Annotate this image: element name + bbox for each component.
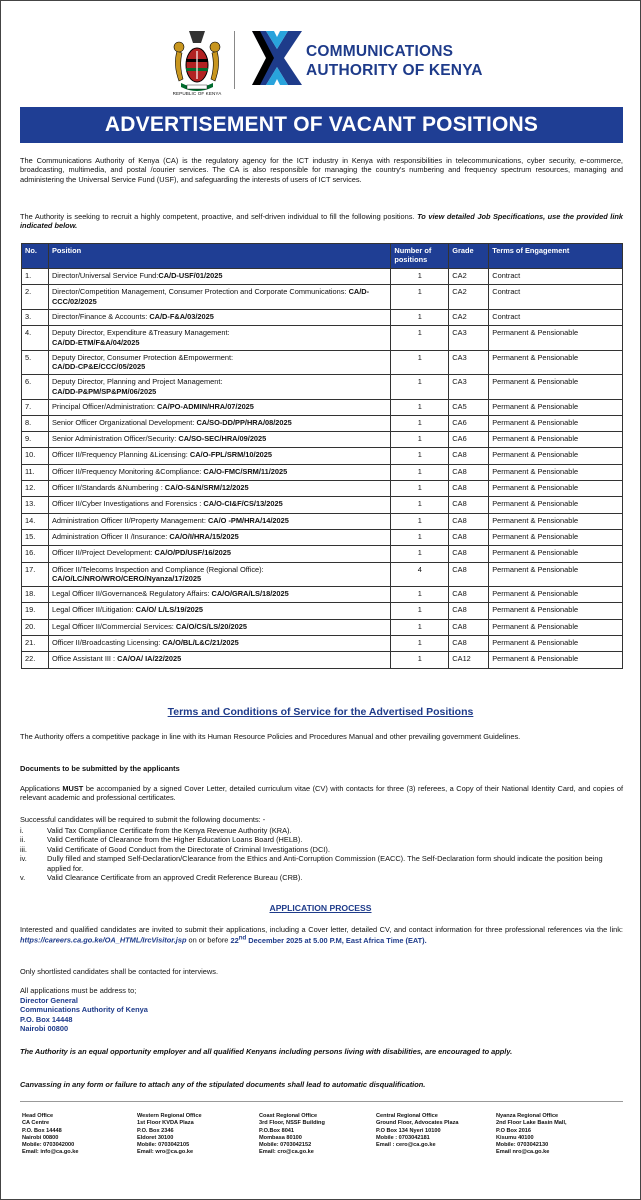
cell-count: 1 xyxy=(391,399,449,415)
office-block xyxy=(376,1113,458,1149)
cell-position xyxy=(48,432,390,448)
header-terms: Terms of Engagement xyxy=(489,244,623,269)
office-block xyxy=(22,1113,78,1157)
position-title: Senior Officer Organizational Development: xyxy=(51,417,197,427)
position-title: Deputy Director, Expenditure &Treasury Management: xyxy=(51,328,230,338)
cell-position xyxy=(48,603,390,619)
cell-no: 2. xyxy=(22,285,49,310)
list-item-number: i. xyxy=(20,826,24,835)
cell-terms: Permanent & Pensionable xyxy=(489,587,623,603)
list-item-number: v. xyxy=(20,873,26,883)
table-row xyxy=(22,603,623,619)
terms-title: Terms and Conditions of Service for the Advertised Positions xyxy=(167,706,474,718)
cell-terms: Permanent & Pensionable xyxy=(489,497,623,513)
list-item-number: ii. xyxy=(20,835,26,845)
address-line: Director General xyxy=(20,996,78,1005)
cell-position xyxy=(48,619,390,635)
cell-no: 9. xyxy=(22,432,49,448)
cell-count: 1 xyxy=(391,269,449,285)
position-title: Deputy Director, Planning and Project Management: xyxy=(51,377,223,387)
table-row xyxy=(22,497,623,513)
position-code: CA/O -PM/HRA/14/2025 xyxy=(207,515,289,525)
office-title: Head Office xyxy=(22,1113,54,1119)
office-line: CA Centre xyxy=(22,1120,50,1127)
deadline-suffix: nd xyxy=(238,934,247,942)
cell-no: 4. xyxy=(22,326,49,351)
cell-grade: CA6 xyxy=(449,415,489,431)
cell-no: 6. xyxy=(22,375,49,400)
position-code: CA/DD-ETM/F&A/04/2025 xyxy=(51,337,140,347)
cell-no: 20. xyxy=(22,619,49,635)
office-line: Nairobi 00800 xyxy=(22,1134,59,1141)
requirements-text xyxy=(20,784,623,803)
cell-position xyxy=(48,546,390,562)
organisation-name-line1: COMMUNICATIONS xyxy=(306,43,454,60)
cell-count: 1 xyxy=(391,326,449,351)
cell-position xyxy=(48,399,390,415)
cell-grade: CA3 xyxy=(449,326,489,351)
table-row xyxy=(22,652,623,668)
list-item-text: Dully filled and stamped Self-Declaration/Clearance from the Ethics and Anti-Corruption Commission (EACC). The Self-Declaration form should indicate the position being applied for. xyxy=(47,854,603,873)
cell-position xyxy=(48,497,390,513)
office-line: Kisumu 40100 xyxy=(496,1134,534,1141)
cell-position xyxy=(48,269,390,285)
equal-opportunity-statement: The Authority is an equal opportunity employer and all qualified Kenyans including persons living with disabilities, are encouraged to apply. xyxy=(20,1047,513,1056)
cell-terms: Permanent & Pensionable xyxy=(489,603,623,619)
cell-grade: CA2 xyxy=(449,309,489,325)
list-item-number: iii. xyxy=(20,844,27,854)
cell-no: 10. xyxy=(22,448,49,464)
cell-terms: Permanent & Pensionable xyxy=(489,415,623,431)
cell-count: 1 xyxy=(391,285,449,310)
list-item xyxy=(20,845,623,854)
position-title: Deputy Director, Consumer Protection &Empowerment: xyxy=(51,352,234,362)
position-title: Director/Competition Management, Consumer Protection and Corporate Communications: xyxy=(51,287,349,297)
position-title: Officer II/Project Development: xyxy=(51,548,155,558)
office-title: Nyanza Regional Office xyxy=(496,1113,559,1119)
position-code: CA/O/PD/USF/16/2025 xyxy=(154,548,231,558)
header-grade: Grade xyxy=(449,244,489,269)
cell-count: 1 xyxy=(391,350,449,375)
cell-no: 14. xyxy=(22,513,49,529)
position-title: Legal Officer II/Litigation: xyxy=(51,605,136,615)
cell-no: 17. xyxy=(22,562,49,587)
office-line: P.O. Box 2346 xyxy=(137,1127,174,1134)
office-block xyxy=(137,1113,202,1157)
cell-count: 1 xyxy=(391,546,449,562)
cell-grade: CA8 xyxy=(449,513,489,529)
job-spec-note: To view detailed Job Specifications, use the provided link indicated below. xyxy=(20,212,623,231)
office-title: Western Regional Office xyxy=(137,1113,202,1119)
cell-terms: Permanent & Pensionable xyxy=(489,326,623,351)
cell-terms: Permanent & Pensionable xyxy=(489,562,623,587)
position-title: Director/Universal Service Fund: xyxy=(51,271,159,280)
cell-position xyxy=(48,481,390,497)
position-code: CA/D-USF/01/2025 xyxy=(158,271,223,280)
cell-grade: CA8 xyxy=(449,529,489,545)
table-row xyxy=(22,432,623,448)
intro-paragraph: The Communications Authority of Kenya (CA) is the regulatory agency for the ICT industry in Kenya with responsibilities in telecommunications, cyber security, e-commerce, broadcasting, multimedia, and postal /courier services. The CA is also responsible for managing the country's numbering and frequency spectrum resources, managing and administering the Universal Service Fund (USF), and safeguarding the interests of users of ICT services. xyxy=(20,156,623,184)
coat-of-arms-label: REPUBLIC OF KENYA xyxy=(172,91,222,96)
position-title: Director/Finance & Accounts: xyxy=(51,311,150,321)
list-item-text: Valid Certificate of Clearance from the Higher Education Loans Board (HELB). xyxy=(47,835,303,845)
list-item-text: Valid Certificate of Good Conduct from the Directorate of Criminal Investigations (DCI). xyxy=(47,844,330,854)
position-code: CA/SO-DD/PP/HRA/08/2025 xyxy=(196,417,292,427)
office-line: Mombasa 80100 xyxy=(259,1134,302,1141)
cell-position xyxy=(48,464,390,480)
cell-terms: Permanent & Pensionable xyxy=(489,481,623,497)
advert-title-banner: ADVERTISEMENT OF VACANT POSITIONS xyxy=(20,107,623,143)
cell-count: 1 xyxy=(391,375,449,400)
address-line: Nairobi 00800 xyxy=(20,1024,69,1034)
table-row xyxy=(22,562,623,587)
position-title: Officer II/Frequency Monitoring &Compliance: xyxy=(51,466,204,476)
office-line: Email nro@ca.go.ke xyxy=(496,1149,550,1156)
position-code: CA/SO-SEC/HRA/09/2025 xyxy=(178,434,267,444)
cell-position xyxy=(48,415,390,431)
office-line: Eldoret 30100 xyxy=(137,1134,174,1141)
shortlist-note: Only shortlisted candidates shall be contacted for interviews. xyxy=(20,967,219,976)
office-line: Email: wro@ca.go.ke xyxy=(137,1149,194,1156)
positions-table-body xyxy=(22,269,623,669)
cell-count: 1 xyxy=(391,529,449,545)
must-prefix: Applications xyxy=(20,784,63,793)
cell-grade: CA8 xyxy=(449,481,489,497)
table-row xyxy=(22,619,623,635)
list-item xyxy=(20,873,623,882)
table-row xyxy=(22,375,623,400)
table-row xyxy=(22,350,623,375)
cell-count: 1 xyxy=(391,448,449,464)
position-title: Administration Officer II /Insurance: xyxy=(51,531,170,541)
office-line: Mobile: 0703042130 xyxy=(496,1142,549,1149)
cell-count: 1 xyxy=(391,481,449,497)
header-number-of-positions: Number of positions xyxy=(391,244,449,269)
canvassing-warning: Canvassing in any form or failure to attach any of the stipulated documents shall lead to automatic disqualification. xyxy=(20,1080,426,1089)
cell-grade: CA8 xyxy=(449,448,489,464)
position-code: CA/DD-CP&E/CCC/05/2025 xyxy=(51,362,146,372)
cell-no: 11. xyxy=(22,464,49,480)
ca-logo-icon xyxy=(250,29,304,87)
cell-no: 12. xyxy=(22,481,49,497)
table-header-row xyxy=(22,244,623,269)
position-code: CA/OA/ IA/22/2025 xyxy=(117,654,182,664)
table-row xyxy=(22,635,623,651)
position-title: Officer II/Telecoms Inspection and Compliance (Regional Office): xyxy=(51,564,264,574)
cell-grade: CA8 xyxy=(449,546,489,562)
cell-count: 1 xyxy=(391,464,449,480)
cell-terms: Permanent & Pensionable xyxy=(489,619,623,635)
successful-candidates-text: Successful candidates will be required to submit the following documents: - xyxy=(20,815,266,824)
table-row xyxy=(22,309,623,325)
header-no: No. xyxy=(22,244,49,269)
documents-heading: Documents to be submitted by the applicants xyxy=(20,764,180,773)
address-line: Communications Authority of Kenya xyxy=(20,1005,148,1015)
cell-grade: CA3 xyxy=(449,375,489,400)
cell-count: 1 xyxy=(391,619,449,635)
position-code: CA/O/CS/LS/20/2025 xyxy=(175,621,247,631)
cell-no: 18. xyxy=(22,587,49,603)
cell-grade: CA12 xyxy=(449,652,489,668)
deadline xyxy=(230,936,426,945)
application-process-title: APPLICATION PROCESS xyxy=(269,903,372,913)
table-row xyxy=(22,529,623,545)
header-position: Position xyxy=(48,244,390,269)
office-line: 1st Floor KVDA Plaza xyxy=(137,1120,194,1127)
cell-position xyxy=(48,375,390,400)
table-row xyxy=(22,326,623,351)
package-text: The Authority offers a competitive package in line with its Human Resource Policies and Procedures Manual and other prevailing government Guidelines. xyxy=(20,732,521,741)
cell-no: 19. xyxy=(22,603,49,619)
cell-grade: CA5 xyxy=(449,399,489,415)
organisation-name xyxy=(306,42,483,80)
cell-count: 1 xyxy=(391,635,449,651)
cell-count: 1 xyxy=(391,513,449,529)
cell-terms: Permanent & Pensionable xyxy=(489,432,623,448)
kenya-coat-of-arms-icon xyxy=(167,21,227,95)
deadline-rest: December 2025 at 5.00 P.M, East Africa Time (EAT). xyxy=(246,935,427,945)
office-line: Mobile: 0703042152 xyxy=(259,1142,312,1149)
office-line: Mobile: 0703042105 xyxy=(137,1142,190,1149)
must-word: MUST xyxy=(62,784,84,793)
postal-address xyxy=(20,996,148,1034)
cell-terms: Permanent & Pensionable xyxy=(489,513,623,529)
cell-no: 21. xyxy=(22,635,49,651)
table-row xyxy=(22,285,623,310)
cell-count: 1 xyxy=(391,497,449,513)
cell-grade: CA8 xyxy=(449,587,489,603)
table-row xyxy=(22,587,623,603)
cell-grade: CA6 xyxy=(449,432,489,448)
table-row xyxy=(22,399,623,415)
positions-table xyxy=(21,243,623,669)
table-row xyxy=(22,448,623,464)
office-line: 2nd Floor Lake Basin Mall, xyxy=(496,1120,567,1127)
header-divider xyxy=(234,31,235,89)
application-text: Interested and qualified candidates are invited to submit their applications, including a Cover letter, detailed CV, and contact information for three professional references via the link: xyxy=(20,925,623,934)
position-title: Administration Officer II/Property Management: xyxy=(51,515,208,525)
position-code: CA/DD-P&PM/SP&PM/06/2025 xyxy=(51,386,157,396)
office-line: Email : cero@ca.go.ke xyxy=(376,1142,436,1149)
office-title: Coast Regional Office xyxy=(259,1113,318,1119)
footer-divider xyxy=(20,1101,623,1102)
cell-no: 15. xyxy=(22,529,49,545)
position-code: CA/D-F&A/03/2025 xyxy=(149,311,214,321)
cell-grade: CA2 xyxy=(449,269,489,285)
cell-position xyxy=(48,326,390,351)
address-line: P.O. Box 14448 xyxy=(20,1014,73,1024)
table-row xyxy=(22,481,623,497)
cell-position xyxy=(48,309,390,325)
cell-terms: Permanent & Pensionable xyxy=(489,399,623,415)
cell-position xyxy=(48,562,390,587)
must-rest: be accompanied by a signed Cover Letter, detailed curriculum vitae (CV) with contacts for three (3) referees, a Copy of their National Identity Card, and copies of relevant academic and professional certificates. xyxy=(20,784,623,803)
position-code: CA/O/BL/L&C/21/2025 xyxy=(162,637,239,647)
cell-count: 1 xyxy=(391,587,449,603)
documents-list xyxy=(20,826,623,883)
cell-terms: Permanent & Pensionable xyxy=(489,375,623,400)
position-code: CA/O/GRA/LS/18/2025 xyxy=(211,589,289,599)
recruitment-text: The Authority is seeking to recruit a highly competent, proactive, and self-driven individual to fill the following positions. xyxy=(20,212,415,221)
cell-no: 13. xyxy=(22,497,49,513)
position-title: Officer II/Cyber Investigations and Forensics : xyxy=(51,499,204,509)
cell-position xyxy=(48,587,390,603)
cell-terms: Permanent & Pensionable xyxy=(489,529,623,545)
header xyxy=(1,1,640,101)
cell-terms: Permanent & Pensionable xyxy=(489,350,623,375)
cell-terms: Permanent & Pensionable xyxy=(489,464,623,480)
position-title: Officer II/Standards &Numbering : xyxy=(51,483,165,493)
cell-no: 16. xyxy=(22,546,49,562)
position-title: Officer II/Frequency Planning &Licensing: xyxy=(51,450,190,460)
list-item-number: iv. xyxy=(20,854,27,864)
cell-terms: Permanent & Pensionable xyxy=(489,635,623,651)
application-text-between: on or before xyxy=(186,935,231,945)
cell-grade: CA8 xyxy=(449,635,489,651)
position-code: CA/O-CI&F/CS/13/2025 xyxy=(203,499,283,509)
cell-grade: CA3 xyxy=(449,350,489,375)
cell-terms: Permanent & Pensionable xyxy=(489,652,623,668)
cell-no: 3. xyxy=(22,309,49,325)
cell-position xyxy=(48,635,390,651)
table-row xyxy=(22,513,623,529)
position-code: CA/D-CCC/02/2025 xyxy=(51,287,370,306)
office-line: P.O. Box 14448 xyxy=(22,1127,62,1134)
position-title: Legal Officer II/Governance& Regulatory Affairs: xyxy=(51,589,212,599)
cell-position xyxy=(48,350,390,375)
position-title: Office Assistant III : xyxy=(51,654,118,664)
office-line: Mobile: 0703042000 xyxy=(22,1142,75,1149)
cell-count: 1 xyxy=(391,603,449,619)
list-item xyxy=(20,826,623,835)
cell-position xyxy=(48,285,390,310)
cell-grade: CA8 xyxy=(449,562,489,587)
table-row xyxy=(22,415,623,431)
cell-terms: Permanent & Pensionable xyxy=(489,546,623,562)
application-instructions xyxy=(20,925,623,945)
office-line: Ground Floor, Advocates Plaza xyxy=(376,1120,459,1127)
position-title: Principal Officer/Administration: xyxy=(51,401,157,411)
position-title: Senior Administration Officer/Security: xyxy=(51,434,179,444)
cell-no: 1. xyxy=(22,269,49,285)
position-title: Officer II/Broadcasting Licensing: xyxy=(51,637,163,647)
cell-count: 1 xyxy=(391,415,449,431)
office-line: Email: info@ca.go.ke xyxy=(22,1149,79,1156)
office-line: P.O.Box 8041 xyxy=(259,1127,295,1134)
office-line: 3rd Floor, NSSF Building xyxy=(259,1120,325,1127)
cell-grade: CA8 xyxy=(449,464,489,480)
office-line: Mobile : 0703042181 xyxy=(376,1134,430,1141)
address-intro: All applications must be address to; xyxy=(20,986,137,995)
recruitment-paragraph xyxy=(20,212,623,231)
list-item-text: Valid Clearance Certificate from an approved Credit Reference Bureau (CRB). xyxy=(47,873,303,883)
position-code: CA/O-FMC/SRM/11/2025 xyxy=(203,466,288,476)
careers-link[interactable]: https://careers.ca.go.ke/OA_HTML/IrcVisitor.jsp xyxy=(20,935,187,945)
position-code: CA/O/I/HRA/15/2025 xyxy=(169,531,239,541)
position-code: CA/PO-ADMIN/HRA/07/2025 xyxy=(156,401,254,411)
list-item xyxy=(20,835,623,844)
cell-no: 22. xyxy=(22,652,49,668)
position-code: CA/O-S&N/SRM/12/2025 xyxy=(164,483,249,493)
cell-terms: Contract xyxy=(489,269,623,285)
table-row xyxy=(22,464,623,480)
cell-count: 1 xyxy=(391,432,449,448)
cell-terms: Permanent & Pensionable xyxy=(489,448,623,464)
regional-offices xyxy=(20,1113,623,1163)
list-item xyxy=(20,854,623,873)
list-item-text: Valid Tax Compliance Certificate from the Kenya Revenue Authority (KRA). xyxy=(47,826,292,835)
table-row xyxy=(22,269,623,285)
position-title: Legal Officer II/Commercial Services: xyxy=(51,621,176,631)
cell-terms: Contract xyxy=(489,285,623,310)
cell-grade: CA8 xyxy=(449,497,489,513)
cell-grade: CA2 xyxy=(449,285,489,310)
position-code: CA/O-FPL/SRM/10/2025 xyxy=(189,450,273,460)
cell-count: 4 xyxy=(391,562,449,587)
cell-position xyxy=(48,652,390,668)
cell-count: 1 xyxy=(391,309,449,325)
office-line: Email: cro@ca.go.ke xyxy=(259,1149,314,1156)
organisation-name-line2: AUTHORITY OF KENYA xyxy=(306,62,483,79)
cell-grade: CA8 xyxy=(449,619,489,635)
office-title: Central Regional Office xyxy=(376,1113,438,1119)
position-code: CA/O/ L/LS/19/2025 xyxy=(135,605,204,615)
table-row xyxy=(22,546,623,562)
cell-terms: Contract xyxy=(489,309,623,325)
office-line: P.O Box 134 Nyeri 10100 xyxy=(376,1127,441,1134)
cell-position xyxy=(48,448,390,464)
deadline-day: 22 xyxy=(230,935,239,945)
cell-no: 7. xyxy=(22,399,49,415)
cell-no: 8. xyxy=(22,415,49,431)
office-block xyxy=(496,1113,567,1157)
office-line: P.O Box 2016 xyxy=(496,1127,532,1134)
office-block xyxy=(259,1113,325,1157)
position-code: CA/O/LC/NRO/WRO/CERO/Nyanza/17/2025 xyxy=(51,574,202,584)
cell-position xyxy=(48,529,390,545)
cell-grade: CA8 xyxy=(449,603,489,619)
cell-count: 1 xyxy=(391,652,449,668)
cell-position xyxy=(48,513,390,529)
cell-no: 5. xyxy=(22,350,49,375)
